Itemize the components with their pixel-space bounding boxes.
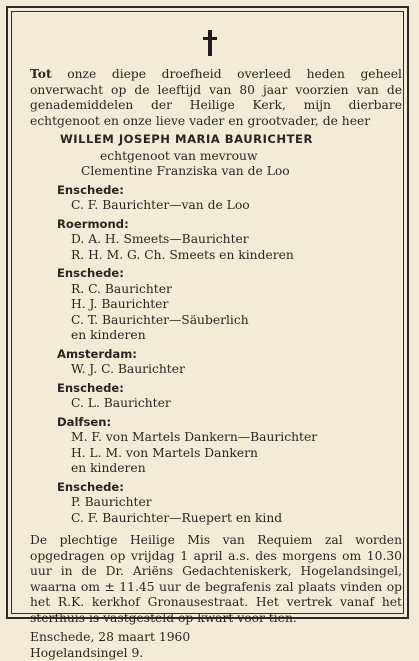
- family-place: Enschede:: [57, 480, 402, 496]
- family-group: [57, 415, 402, 477]
- spouse-name: Clementine Franziska van de Loo: [81, 164, 402, 180]
- family-member: en kinderen: [71, 328, 402, 344]
- family-group: [57, 480, 402, 527]
- family-place: Amsterdam:: [57, 347, 402, 363]
- signoff: [30, 630, 402, 661]
- family-place: Dalfsen:: [57, 415, 402, 431]
- family-place: Roermond:: [57, 217, 402, 233]
- place-date: Enschede, 28 maart 1960: [30, 630, 402, 646]
- intro-text: onze diepe droefheid overleed heden geheel onverwacht op de leeftijd van 80 jaar voorzien van de genademiddelen der Heilige Kerk, mijn dierbare echtgenoot en onze lieve vader en grootvader, de heer: [30, 67, 402, 128]
- family-group: [57, 347, 402, 378]
- family-member: C. F. Baurichter—Ruepert en kind: [71, 511, 402, 527]
- family-list: [30, 183, 402, 527]
- deceased-name: WILLEM JOSEPH MARIA BAURICHTER: [60, 132, 402, 148]
- family-member: H. J. Baurichter: [71, 297, 402, 313]
- family-member: C. T. Baurichter—Säuberlich: [71, 313, 402, 329]
- family-place: Enschede:: [57, 381, 402, 397]
- cross-icon: [203, 30, 217, 56]
- family-member: D. A. H. Smeets—Baurichter: [71, 232, 402, 248]
- announcement-intro: [30, 66, 402, 129]
- notice-content: [30, 66, 402, 661]
- family-place: Enschede:: [57, 183, 402, 199]
- intro-first-word: Tot: [30, 66, 52, 81]
- family-member: P. Baurichter: [71, 495, 402, 511]
- family-group: [57, 217, 402, 264]
- family-member: C. L. Baurichter: [71, 396, 402, 412]
- family-group: [57, 183, 402, 214]
- family-member: R. C. Baurichter: [71, 282, 402, 298]
- family-member: R. H. M. G. Ch. Smeets en kinderen: [71, 248, 402, 264]
- family-member: M. F. von Martels Dankern—Baurichter: [71, 430, 402, 446]
- service-details: De plechtige Heilige Mis van Requiem zal worden opgedragen op vrijdag 1 april a.s. des morgens om 10.30 uur in de Dr. Ariëns Gedachteniskerk, Hogelandsingel, waarna om ± 11.45 uur de begrafenis zal plaats vinden op het R.K. kerkhof Gronausestraat. Het vertrek vanaf het sterfhuis is vastgesteld op kwart voor tien.: [30, 533, 402, 626]
- address: Hogelandsingel 9.: [30, 646, 402, 661]
- family-member: C. F. Baurichter—van de Loo: [71, 198, 402, 214]
- family-group: [57, 266, 402, 344]
- family-member: en kinderen: [71, 461, 402, 477]
- family-place: Enschede:: [57, 266, 402, 282]
- family-member: H. L. M. von Martels Dankern: [71, 446, 402, 462]
- family-group: [57, 381, 402, 412]
- spouse-label: echtgenoot van mevrouw: [100, 149, 402, 165]
- family-member: W. J. C. Baurichter: [71, 362, 402, 378]
